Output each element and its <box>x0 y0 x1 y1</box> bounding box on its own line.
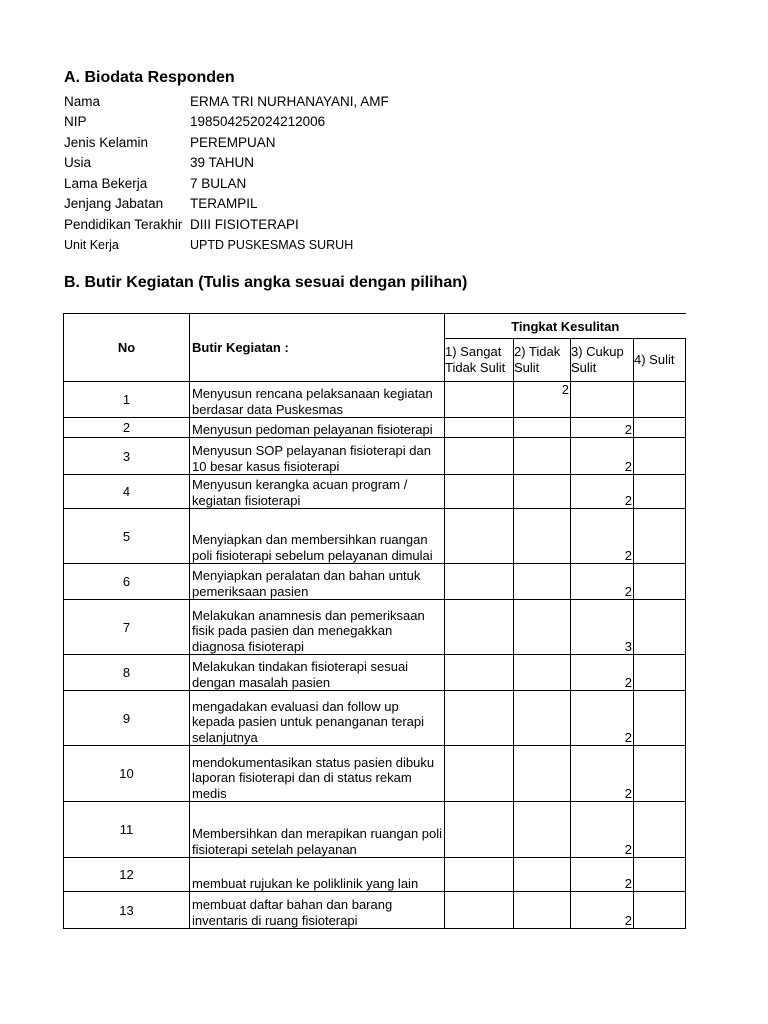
row-description: membuat rujukan ke poliklinik yang lain <box>190 858 445 892</box>
biodata-value: DIII FISIOTERAPI <box>190 216 299 232</box>
table-row <box>64 382 686 418</box>
score-cell-option-2[interactable] <box>514 475 571 509</box>
score-cell-option-2[interactable] <box>514 802 571 858</box>
row-number: 6 <box>64 564 190 600</box>
section-b-title: B. Butir Kegiatan (Tulis angka sesuai dengan pilihan) <box>64 274 468 291</box>
score-cell-option-1[interactable] <box>445 475 514 509</box>
score-cell-option-2[interactable] <box>514 564 571 600</box>
score-cell-option-4[interactable] <box>634 382 686 418</box>
biodata-row-jenis-kelamin <box>64 132 389 153</box>
row-number: 9 <box>64 691 190 746</box>
header-desc: Butir Kegiatan : <box>190 314 445 382</box>
table-row <box>64 564 686 600</box>
row-description: Menyusun SOP pelayanan fisioterapi dan 10 besar kasus fisioterapi <box>190 438 445 475</box>
score-cell-option-4[interactable] <box>634 746 686 802</box>
row-description: Menyusun kerangka acuan program / kegiatan fisioterapi <box>190 475 445 509</box>
score-cell-option-1[interactable] <box>445 509 514 564</box>
score-cell-option-3[interactable]: 2 <box>571 691 634 746</box>
biodata-value: 39 TAHUN <box>190 155 255 171</box>
score-cell-option-2[interactable] <box>514 691 571 746</box>
header-option-4: 4) Sulit <box>634 339 686 382</box>
score-cell-option-4[interactable] <box>634 475 686 509</box>
table-row <box>64 600 686 655</box>
biodata-label: Jenis Kelamin <box>64 134 149 150</box>
row-description: membuat daftar bahan dan barang inventaris di ruang fisioterapi <box>190 892 445 929</box>
score-cell-option-2[interactable] <box>514 438 571 475</box>
score-cell-option-1[interactable] <box>445 746 514 802</box>
table-row <box>64 858 686 892</box>
score-cell-option-3[interactable]: 2 <box>571 892 634 929</box>
table-row <box>64 892 686 929</box>
score-cell-option-2[interactable] <box>514 600 571 655</box>
row-description: Menyusun rencana pelaksanaan kegiatan berdasar data Puskesmas <box>190 382 445 418</box>
score-cell-option-3[interactable]: 2 <box>571 802 634 858</box>
row-number: 12 <box>64 858 190 892</box>
row-number: 4 <box>64 475 190 509</box>
table-row <box>64 438 686 475</box>
row-description: Membersihkan dan merapikan ruangan poli fisioterapi setelah pelayanan <box>190 802 445 858</box>
row-description: mendokumentasikan status pasien dibuku laporan fisioterapi dan di status rekam medis <box>190 746 445 802</box>
row-description: mengadakan evaluasi dan follow up kepada pasien untuk penanganan terapi selanjutnya <box>190 691 445 746</box>
biodata-label: Pendidikan Terakhir <box>64 216 183 232</box>
activity-table <box>63 313 686 929</box>
table-row <box>64 418 686 438</box>
score-cell-option-1[interactable] <box>445 858 514 892</box>
score-cell-option-4[interactable] <box>634 600 686 655</box>
score-cell-option-1[interactable] <box>445 382 514 418</box>
biodata-row-lama-bekerja <box>64 173 389 194</box>
table-row <box>64 802 686 858</box>
biodata-value: 7 BULAN <box>190 175 247 191</box>
score-cell-option-3[interactable]: 2 <box>571 746 634 802</box>
header-option-2: 2) Tidak Sulit <box>514 339 571 382</box>
score-cell-option-1[interactable] <box>445 655 514 691</box>
score-cell-option-4[interactable] <box>634 892 686 929</box>
score-cell-option-3[interactable] <box>571 382 634 418</box>
score-cell-option-1[interactable] <box>445 438 514 475</box>
header-no: No <box>64 314 190 382</box>
score-cell-option-2[interactable]: 2 <box>514 382 571 418</box>
score-cell-option-4[interactable] <box>634 418 686 438</box>
table-row <box>64 655 686 691</box>
score-cell-option-1[interactable] <box>445 802 514 858</box>
biodata-value: UPTD PUSKESMAS SURUH <box>190 237 354 252</box>
score-cell-option-4[interactable] <box>634 858 686 892</box>
score-cell-option-4[interactable] <box>634 564 686 600</box>
header-option-3: 3) Cukup Sulit <box>571 339 634 382</box>
score-cell-option-4[interactable] <box>634 691 686 746</box>
table-row <box>64 746 686 802</box>
score-cell-option-2[interactable] <box>514 858 571 892</box>
score-cell-option-4[interactable] <box>634 655 686 691</box>
biodata-row-jenjang-jabatan <box>64 194 389 215</box>
score-cell-option-2[interactable] <box>514 746 571 802</box>
row-number: 2 <box>64 418 190 438</box>
biodata-row-usia <box>64 153 389 174</box>
score-cell-option-1[interactable] <box>445 564 514 600</box>
score-cell-option-4[interactable] <box>634 438 686 475</box>
score-cell-option-3[interactable]: 2 <box>571 438 634 475</box>
row-number: 3 <box>64 438 190 475</box>
biodata-table <box>64 91 389 255</box>
score-cell-option-3[interactable]: 2 <box>571 509 634 564</box>
score-cell-option-3[interactable]: 2 <box>571 418 634 438</box>
biodata-row-nama <box>64 91 389 112</box>
row-description: Menyusun pedoman pelayanan fisioterapi <box>190 418 445 438</box>
row-number: 7 <box>64 600 190 655</box>
biodata-label: NIP <box>64 114 87 130</box>
biodata-label: Usia <box>64 155 92 171</box>
row-number: 1 <box>64 382 190 418</box>
biodata-label: Lama Bekerja <box>64 175 148 191</box>
score-cell-option-1[interactable] <box>445 600 514 655</box>
row-number: 11 <box>64 802 190 858</box>
header-option-1: 1) Sangat Tidak Sulit <box>445 339 514 382</box>
section-a-title: A. Biodata Responden <box>64 69 235 86</box>
row-description: Melakukan tindakan fisioterapi sesuai dengan masalah pasien <box>190 655 445 691</box>
score-cell-option-3[interactable]: 2 <box>571 655 634 691</box>
score-cell-option-1[interactable] <box>445 892 514 929</box>
activity-rows <box>64 382 686 929</box>
biodata-value: PEREMPUAN <box>190 134 276 150</box>
row-number: 13 <box>64 892 190 929</box>
header-tingkat-kesulitan: Tingkat Kesulitan <box>445 314 686 339</box>
biodata-label: Jenjang Jabatan <box>64 196 164 212</box>
biodata-value: TERAMPIL <box>190 196 258 212</box>
biodata-label: Nama <box>64 93 101 109</box>
row-description: Menyiapkan dan membersihkan ruangan poli fisioterapi sebelum pelayanan dimulai <box>190 509 445 564</box>
row-description: Melakukan anamnesis dan pemeriksaan fisik pada pasien dan menegakkan diagnosa fisioterapi <box>190 600 445 655</box>
score-cell-option-3[interactable]: 2 <box>571 564 634 600</box>
score-cell-option-1[interactable] <box>445 691 514 746</box>
row-number: 8 <box>64 655 190 691</box>
score-cell-option-3[interactable]: 2 <box>571 858 634 892</box>
score-cell-option-3[interactable]: 3 <box>571 600 634 655</box>
biodata-row-pendidikan <box>64 214 389 235</box>
biodata-row-unit-kerja <box>64 235 389 256</box>
score-cell-option-2[interactable] <box>514 655 571 691</box>
table-row <box>64 475 686 509</box>
row-number: 10 <box>64 746 190 802</box>
score-cell-option-2[interactable] <box>514 892 571 929</box>
score-cell-option-2[interactable] <box>514 509 571 564</box>
score-cell-option-3[interactable]: 2 <box>571 475 634 509</box>
score-cell-option-4[interactable] <box>634 509 686 564</box>
row-number: 5 <box>64 509 190 564</box>
biodata-value: 198504252024212006 <box>190 114 326 130</box>
biodata-label: Unit Kerja <box>64 237 119 252</box>
score-cell-option-4[interactable] <box>634 802 686 858</box>
header-row-top <box>64 314 686 339</box>
score-cell-option-1[interactable] <box>445 418 514 438</box>
row-description: Menyiapkan peralatan dan bahan untuk pemeriksaan pasien <box>190 564 445 600</box>
biodata-row-nip <box>64 112 389 133</box>
biodata-value: ERMA TRI NURHANAYANI, AMF <box>190 93 389 109</box>
score-cell-option-2[interactable] <box>514 418 571 438</box>
table-row <box>64 691 686 746</box>
table-row <box>64 509 686 564</box>
